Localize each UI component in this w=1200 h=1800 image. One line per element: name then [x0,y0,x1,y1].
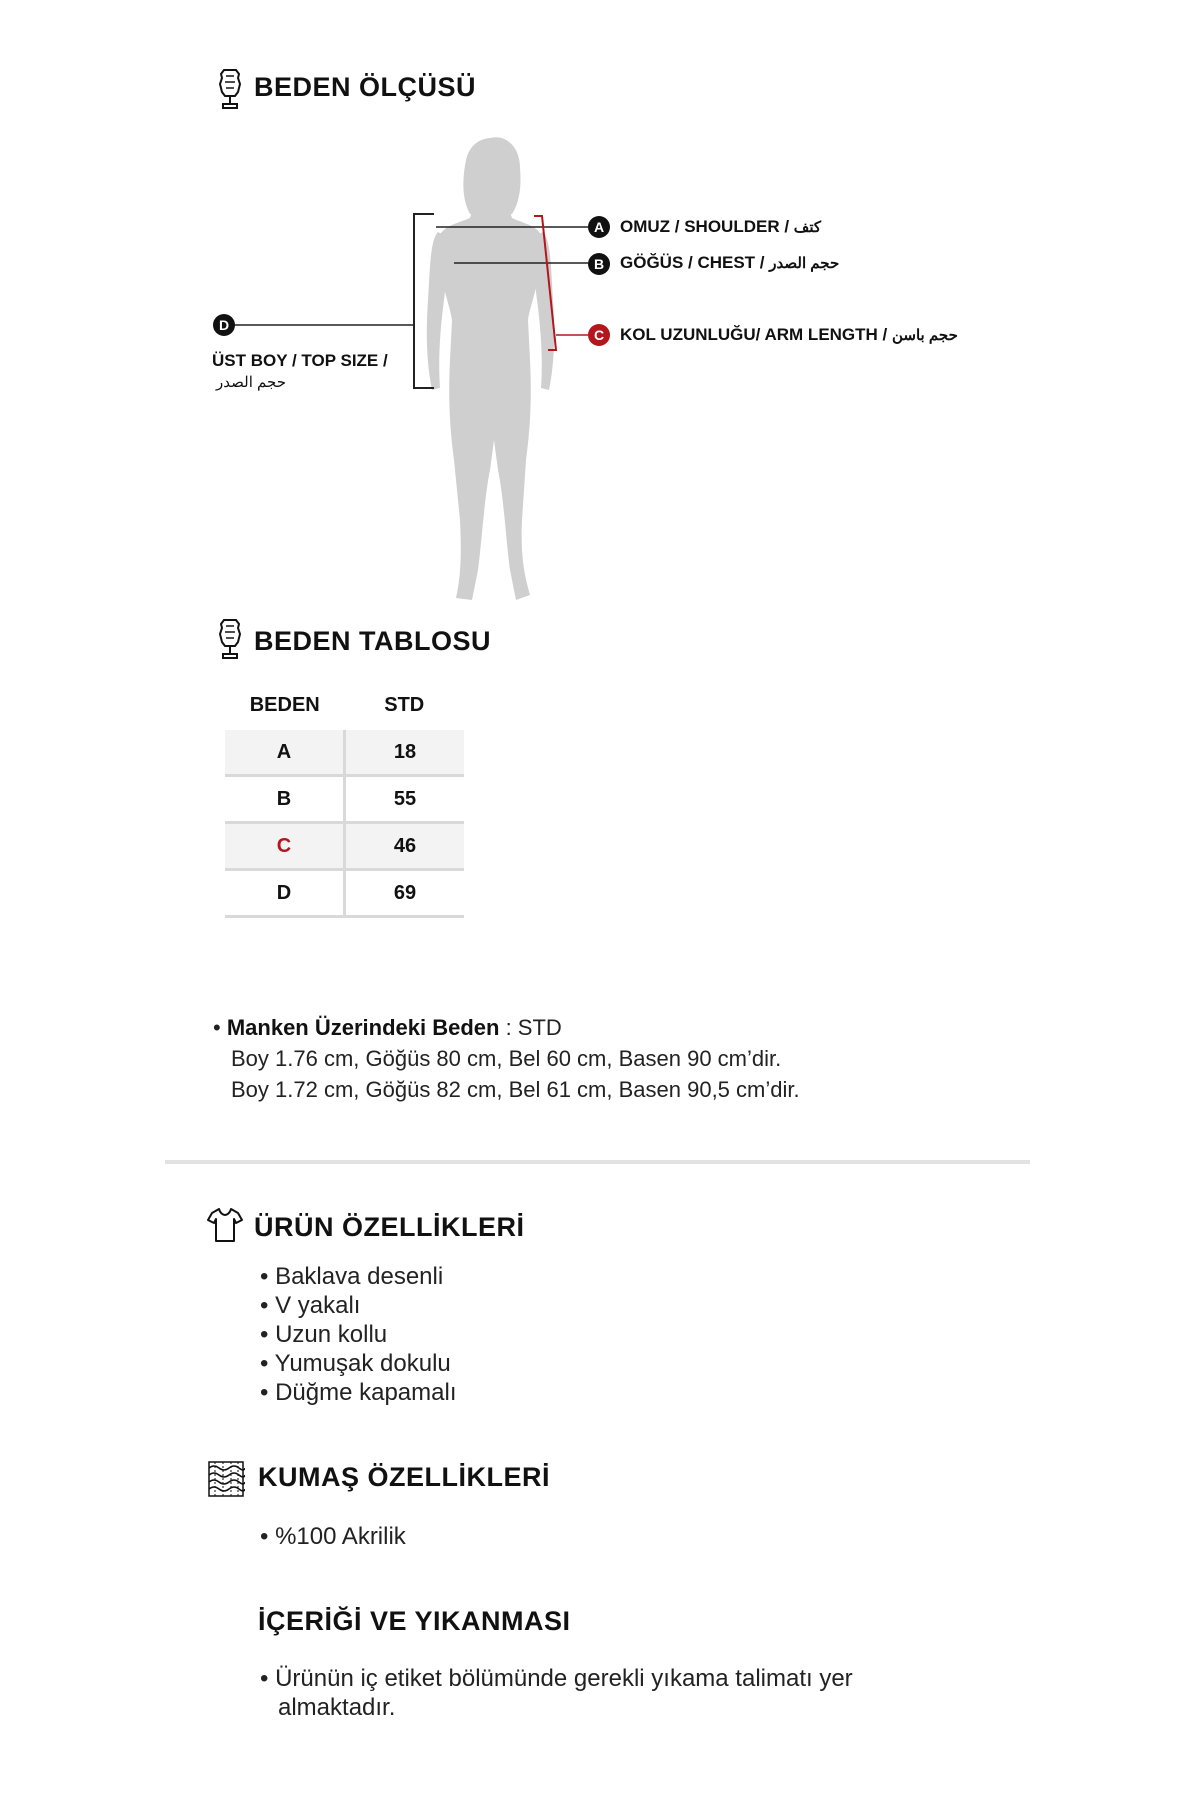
table-cell-std: 55 [345,776,465,823]
fabric-pattern-icon [207,1460,245,1498]
model-info-heading: • Manken Üzerindeki Beden : STD [213,1015,562,1040]
model-info-label: Manken Üzerindeki Beden [226,1015,500,1040]
tshirt-icon [206,1206,244,1244]
model-info-value: : STD [499,1015,562,1040]
table-cell-std: 46 [345,823,465,870]
body-silhouette [427,137,554,600]
model-info [213,1012,800,1105]
column-header-beden: BEDEN [249,693,320,716]
product-features-list [260,1262,457,1407]
mannequin-icon [213,618,247,662]
care-line-1: • Ürünün iç etiket bölümünde gerekli yıkama talimatı yer [260,1665,853,1692]
label-chest-arabic: حجم الصدر [769,255,840,272]
list-item: • Yumuşak dokulu [260,1349,457,1378]
list-item: • Düğme kapamalı [260,1378,457,1407]
marker-c: C [588,324,610,346]
label-top-size: ÜST BOY / TOP SIZE / [212,351,388,370]
body-diagram [0,0,1200,620]
list-item: • Uzun kollu [260,1320,457,1349]
table-row [225,870,464,917]
model-info-line-1: Boy 1.76 cm, Göğüs 80 cm, Bel 60 cm, Basen 90 cm’dir. [231,1046,782,1071]
marker-a: A [588,216,610,238]
label-shoulder: OMUZ / SHOULDER / كتف [620,217,821,236]
label-chest: GÖĞÜS / CHEST / حجم الصدر [620,253,840,272]
care-line-2: almaktadır. [278,1694,396,1721]
label-arm-length: KOL UZUNLUĞU/ ARM LENGTH / حجم باسن [620,325,958,344]
table-row [225,730,464,776]
table-cell-std: 18 [345,730,465,776]
label-top-size-arabic: حجم الصدر [216,374,286,391]
marker-b: B [588,253,610,275]
list-item: • %100 Akrilik [260,1522,406,1551]
label-arm-length-arabic: حجم باسن [892,327,958,344]
product-features-title: ÜRÜN ÖZELLİKLERİ [254,1212,525,1242]
fabric-features-list [260,1522,406,1551]
table-row [225,823,464,870]
column-header-std: STD [384,693,425,716]
section-divider [165,1160,1030,1164]
table-cell-beden: A [225,730,345,776]
fabric-features-title: KUMAŞ ÖZELLİKLERİ [258,1462,550,1492]
marker-d: D [213,314,235,336]
label-shoulder-arabic: كتف [793,219,821,236]
table-cell-beden: B [225,776,345,823]
size-table [225,680,464,918]
list-item: • V yakalı [260,1291,457,1320]
list-item: • Baklava desenli [260,1262,457,1291]
size-measure-title: BEDEN ÖLÇÜSÜ [254,72,477,102]
care-title: İÇERİĞİ VE YIKANMASI [258,1606,571,1636]
table-cell-beden: C [225,823,345,870]
model-info-line-2: Boy 1.72 cm, Göğüs 82 cm, Bel 61 cm, Basen 90,5 cm’dir. [231,1077,800,1102]
size-table-title: BEDEN TABLOSU [254,626,492,656]
table-row [225,776,464,823]
table-cell-std: 69 [345,870,465,917]
care-text [260,1664,853,1722]
table-cell-beden: D [225,870,345,917]
